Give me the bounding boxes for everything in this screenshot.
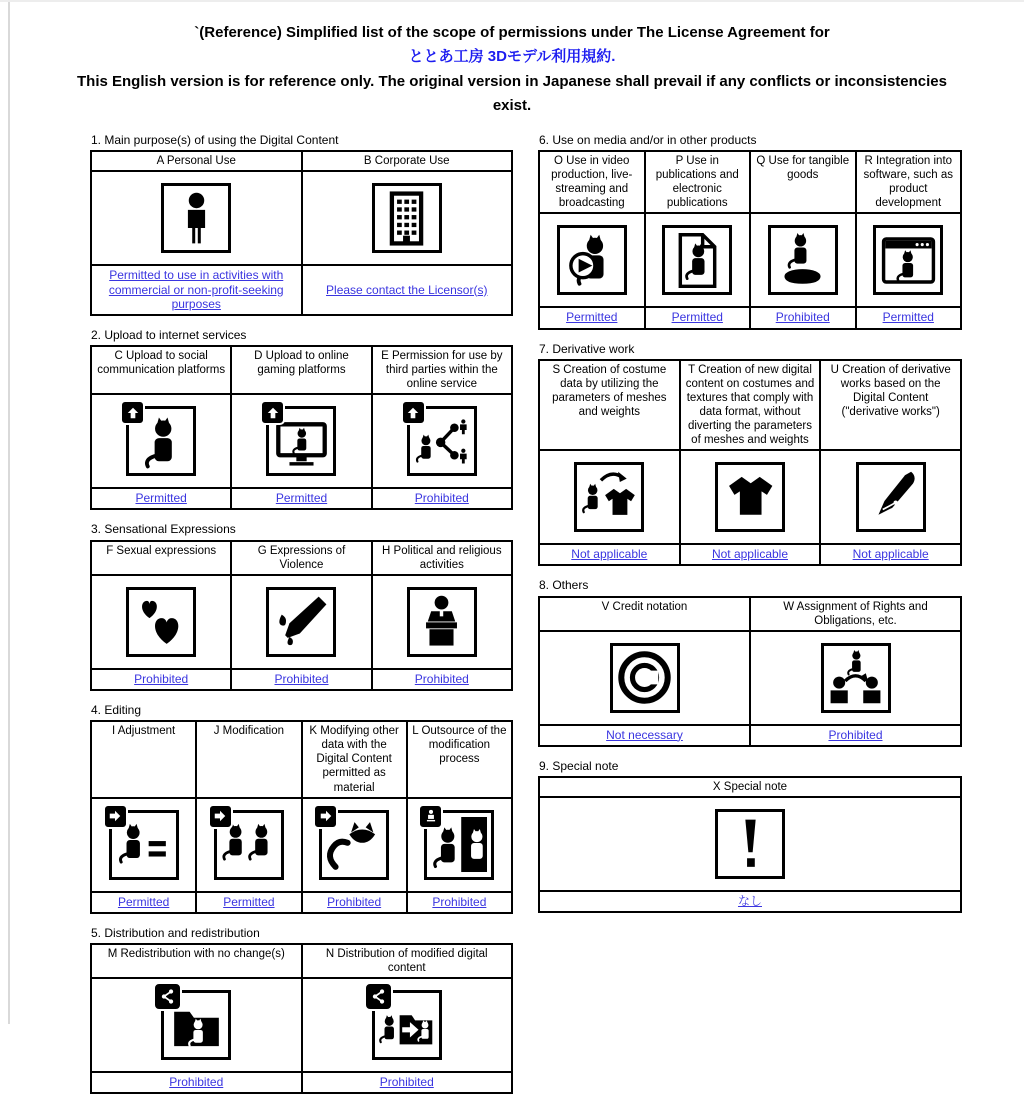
status-link-V[interactable]: Not necessary <box>606 727 683 742</box>
icon-cell-X <box>539 797 961 891</box>
status-link-Q[interactable]: Prohibited <box>775 310 830 325</box>
column-left <box>90 133 513 1106</box>
status-cell-V <box>539 725 750 746</box>
cell-header-S: S Creation of costume data by utilizing the parameters of meshes and weights <box>539 360 680 450</box>
permission-table <box>90 345 513 510</box>
status-cell-Q <box>750 307 856 328</box>
section-3 <box>90 522 513 691</box>
cell-header-T: T Creation of new digital content on costumes and textures that comply with data format, without diverting the parameters of meshes and weights <box>680 360 821 450</box>
cell-header-R: R Integration into software, such as product development <box>856 151 962 213</box>
tangible-goods-icon <box>768 225 838 295</box>
section-heading: 9. Special note <box>539 758 619 773</box>
status-link-B[interactable]: Please contact the Licensor(s) <box>326 282 488 297</box>
section-heading: 5. Distribution and redistribution <box>91 925 260 940</box>
status-link-N[interactable]: Prohibited <box>379 1075 434 1090</box>
publication-icon <box>662 225 732 295</box>
status-link-S[interactable]: Not applicable <box>571 547 648 562</box>
status-link-G[interactable]: Prohibited <box>274 671 329 686</box>
title-line2-license-link[interactable]: ととあ工房 3Dモデル利用規約. <box>408 48 616 66</box>
arrow-badge-icon <box>208 804 233 829</box>
upload-game-icon <box>266 406 336 476</box>
icon-cell-E <box>372 394 512 488</box>
icon-cell-K <box>302 798 407 892</box>
section-6 <box>538 133 962 330</box>
outsource-icon <box>424 810 494 880</box>
icon-cell-C <box>91 394 231 488</box>
section-9 <box>538 759 962 914</box>
status-cell-S <box>539 544 680 565</box>
cell-header-P: P Use in publications and electronic publications <box>645 151 751 213</box>
material-icon <box>319 810 389 880</box>
section-heading: 2. Upload to internet services <box>91 327 247 342</box>
upload-thirdparty-icon <box>407 406 477 476</box>
knife-icon <box>266 587 336 657</box>
cell-header-N: N Distribution of modified digital content <box>302 944 513 978</box>
icon-cell-I <box>91 798 196 892</box>
icon-cell-L <box>407 798 512 892</box>
icon-cell-U <box>820 450 961 544</box>
cell-header-X: X Special note <box>539 777 961 797</box>
cell-header-D: D Upload to online gaming platforms <box>231 346 371 394</box>
modification-icon <box>214 810 284 880</box>
arrow-badge-icon <box>313 804 338 829</box>
icon-cell-H <box>372 575 512 669</box>
cell-header-C: C Upload to social communication platforms <box>91 346 231 394</box>
permission-table <box>538 596 962 747</box>
status-link-K[interactable]: Prohibited <box>327 894 382 909</box>
cell-header-H: H Political and religious activities <box>372 541 512 575</box>
upload-cat-icon <box>126 406 196 476</box>
title-line3: This English version is for reference only. The original version in Japanese shall prevail if any conflicts or inconsistencies exist. <box>77 72 947 114</box>
cell-header-G: G Expressions of Violence <box>231 541 371 575</box>
hearts-icon <box>126 587 196 657</box>
status-link-C[interactable]: Permitted <box>135 491 187 506</box>
status-cell-E <box>372 488 512 509</box>
section-heading: 8. Others <box>539 578 589 593</box>
status-link-T[interactable]: Not applicable <box>711 547 789 562</box>
document-title <box>64 21 960 118</box>
status-link-W[interactable]: Prohibited <box>828 727 883 742</box>
cell-header-U: U Creation of derivative works based on the Digital Content ("derivative works") <box>820 360 961 450</box>
cell-header-F: F Sexual expressions <box>91 541 231 575</box>
status-link-L[interactable]: Prohibited <box>432 894 487 909</box>
status-cell-B <box>302 265 513 314</box>
status-cell-A <box>91 265 302 314</box>
permission-table <box>538 776 962 913</box>
icon-cell-F <box>91 575 231 669</box>
status-cell-J <box>196 892 301 913</box>
cell-header-W: W Assignment of Rights and Obligations, etc. <box>750 597 961 631</box>
status-cell-O <box>539 307 645 328</box>
icon-cell-W <box>750 631 961 725</box>
cell-header-A: A Personal Use <box>91 151 302 171</box>
status-cell-R <box>856 307 962 328</box>
status-cell-X <box>539 891 961 912</box>
icon-cell-D <box>231 394 371 488</box>
share-badge-icon <box>153 982 182 1011</box>
section-2 <box>90 328 513 511</box>
icon-cell-S <box>539 450 680 544</box>
cell-header-J: J Modification <box>196 721 301 797</box>
status-cell-W <box>750 725 961 746</box>
copyright-icon <box>610 643 680 713</box>
icon-cell-N <box>302 978 513 1072</box>
permission-table <box>538 150 962 329</box>
outsource-badge-icon <box>418 804 443 829</box>
icon-cell-O <box>539 213 645 307</box>
status-cell-L <box>407 892 512 913</box>
rights-transfer-icon <box>821 643 891 713</box>
status-link-A[interactable]: Permitted to use in activities with commercial or non-profit-seeking purposes <box>108 268 284 311</box>
section-7 <box>538 342 962 567</box>
scan-edge-top <box>0 0 1024 2</box>
status-link-X[interactable]: なし <box>737 894 762 909</box>
icon-cell-P <box>645 213 751 307</box>
upload-badge-icon <box>401 400 426 425</box>
exclamation-icon <box>715 809 785 879</box>
pen-icon <box>856 462 926 532</box>
status-link-M[interactable]: Prohibited <box>169 1075 224 1090</box>
status-link-O[interactable]: Permitted <box>566 310 618 325</box>
distribution-modified-icon <box>372 990 442 1060</box>
icon-cell-Q <box>750 213 856 307</box>
icon-cell-G <box>231 575 371 669</box>
cell-header-Q: Q Use for tangible goods <box>750 151 856 213</box>
upload-badge-icon <box>120 400 145 425</box>
video-icon <box>557 225 627 295</box>
status-link-U[interactable]: Not applicable <box>852 547 929 562</box>
section-heading: 6. Use on media and/or in other products <box>539 133 757 147</box>
section-1 <box>90 133 513 316</box>
status-cell-T <box>680 544 821 565</box>
icon-cell-A <box>91 171 302 265</box>
permission-table <box>90 150 513 315</box>
section-heading: 3. Sensational Expressions <box>91 522 236 537</box>
section-4 <box>90 703 513 914</box>
section-heading: 4. Editing <box>91 703 142 718</box>
status-cell-C <box>91 488 231 509</box>
status-cell-N <box>302 1072 513 1093</box>
building-icon <box>372 183 442 253</box>
upload-badge-icon <box>260 400 285 425</box>
cell-header-L: L Outsource of the modification process <box>407 721 512 797</box>
status-cell-D <box>231 488 371 509</box>
permission-table <box>90 720 513 913</box>
status-cell-G <box>231 669 371 690</box>
status-link-F[interactable]: Prohibited <box>134 671 189 686</box>
cell-header-B: B Corporate Use <box>302 151 513 171</box>
scan-edge-left <box>8 0 10 1024</box>
status-cell-P <box>645 307 751 328</box>
costume-icon <box>715 462 785 532</box>
section-8 <box>538 578 962 747</box>
cell-header-O: O Use in video production, live-streaming and broadcasting <box>539 151 645 213</box>
status-cell-I <box>91 892 196 913</box>
arrow-badge-icon <box>103 804 128 829</box>
permission-table <box>538 359 962 566</box>
status-link-J[interactable]: Permitted <box>223 894 275 909</box>
status-cell-H <box>372 669 512 690</box>
cell-header-E: E Permission for use by third parties within the online service <box>372 346 512 394</box>
icon-cell-R <box>856 213 962 307</box>
status-cell-M <box>91 1072 302 1093</box>
status-link-I[interactable]: Permitted <box>117 894 170 909</box>
software-icon <box>873 225 943 295</box>
permission-table <box>90 540 513 691</box>
column-right <box>538 133 962 925</box>
section-heading: 7. Derivative work <box>539 341 635 356</box>
icon-cell-B <box>302 171 513 265</box>
status-cell-F <box>91 669 231 690</box>
podium-icon <box>407 587 477 657</box>
status-link-E[interactable]: Prohibited <box>414 491 469 506</box>
section-heading: 1. Main purpose(s) of using the Digital Content <box>91 133 339 147</box>
cell-header-M: M Redistribution with no change(s) <box>91 944 302 978</box>
status-link-D[interactable]: Permitted <box>275 491 328 506</box>
status-cell-U <box>820 544 961 565</box>
section-5 <box>90 926 513 1095</box>
redistribution-icon <box>161 990 231 1060</box>
share-badge-icon <box>364 982 393 1011</box>
status-link-R[interactable]: Permitted <box>882 310 934 325</box>
icon-cell-V <box>539 631 750 725</box>
adjustment-icon <box>109 810 179 880</box>
permission-table <box>90 943 513 1094</box>
status-link-H[interactable]: Prohibited <box>414 671 469 686</box>
title-line1: `(Reference) Simplified list of the scope of permissions under The License Agreement for <box>194 24 830 41</box>
icon-cell-T <box>680 450 821 544</box>
icon-cell-J <box>196 798 301 892</box>
cell-header-K: K Modifying other data with the Digital Content permitted as material <box>302 721 407 797</box>
status-link-P[interactable]: Permitted <box>671 310 723 325</box>
cell-header-I: I Adjustment <box>91 721 196 797</box>
status-cell-K <box>302 892 407 913</box>
cell-header-V: V Credit notation <box>539 597 750 631</box>
person-icon <box>161 183 231 253</box>
costume-data-icon <box>574 462 644 532</box>
icon-cell-M <box>91 978 302 1072</box>
